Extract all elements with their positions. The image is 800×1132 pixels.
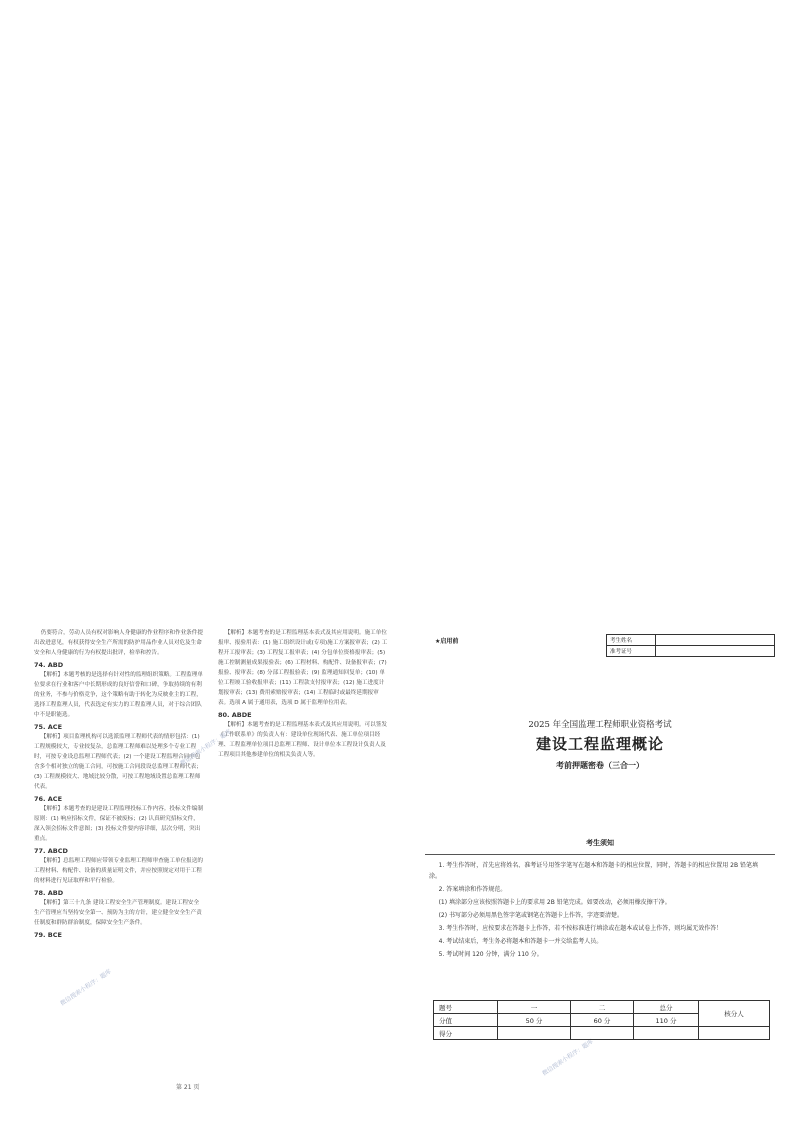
admission-number-field[interactable]	[656, 646, 775, 657]
score-entry-cell[interactable]	[571, 1027, 634, 1040]
score-cell: 110 分	[634, 1014, 699, 1027]
exam-cover-page	[425, 628, 775, 1068]
explanation-text: 【解析】总监理工程师应带领专业监理工程师审查施工单位报送的工程材料、构配件、设备的质量证明文件，并应按照规定对用于工程的材料进行见证取样和平行检验。	[34, 858, 203, 884]
instruction-item: 2. 答案填涂和作答规范。	[438, 886, 507, 893]
explanation-text: 仍要符合，劳动人员有权对影响人身健康的作业程序和作业条件提出改进意见，有权获得安全生产所需的防护用品作业人员对危及生命安全和人身健康的行为有权提出批评，检举和控告。	[34, 630, 203, 656]
score-table-header	[434, 1001, 770, 1014]
watermark: 微信搜索小程序：题库	[541, 1038, 595, 1078]
page-number: 第 21 页	[176, 1084, 200, 1091]
explanation-text: 【解析】第三十九条 建设工程安全生产管理制度。建设工程安全生产管理应当坚持安全第一、预防为主的方针，建立健全安全生产责任制度和群防群治制度，保障安全生产条件。	[34, 900, 202, 926]
candidate-name-field[interactable]	[656, 635, 775, 646]
row-label: 分值	[434, 1014, 498, 1027]
answer-explanation-page	[34, 628, 414, 1098]
explanation-item	[34, 723, 204, 792]
candidate-info-box	[606, 634, 775, 657]
notice-heading: 考生须知	[586, 839, 614, 847]
answer-key: 74. ABD	[34, 661, 64, 669]
paper-title: 考前押题密卷（三合一）	[556, 760, 644, 770]
instruction-item: (2) 书写部分必须用黑色签字笔或钢笔在答题卡上作答，字迹要清楚。	[438, 912, 624, 919]
explanation-column-right	[218, 628, 388, 763]
header-cell: 二	[571, 1001, 634, 1014]
confidential-stamp: ★启用前	[435, 638, 459, 645]
instruction-item: 3. 考生作答时，应按要求在答题卡上作答，若不按标准进行填涂或在题本或试卷上作答，则均属无效作答！	[438, 925, 723, 932]
score-cell: 50 分	[498, 1014, 571, 1027]
explanation-item	[34, 889, 204, 928]
candidate-name-label: 考生姓名	[607, 635, 656, 646]
divider	[425, 854, 775, 855]
watermark: 微信搜索小程序：题库	[179, 728, 233, 768]
instruction-item: (1) 填涂部分应该按照答题卡上的要求用 2B 铅笔完成。如要改动，必须用橡皮擦干净。	[438, 899, 671, 906]
answer-key: 76. ACE	[34, 795, 63, 803]
explanation-item	[34, 628, 204, 658]
admission-number-label: 准考证号	[607, 646, 656, 657]
explanation-item	[34, 847, 204, 886]
answer-key: 75. ACE	[34, 723, 63, 731]
instructions-list	[429, 860, 769, 962]
explanation-column-left	[34, 628, 204, 943]
explanation-text: 【解析】本题考查的是工程监理基本表式及其应用说明。可以签发《工作联系单》的负责人有：建设单位现场代表、施工单位项目经理、工程监理单位项目总监理工程师、设计单位本工程设计负责人及工程项目其他参建单位的相关负责人等。	[218, 722, 387, 758]
explanation-text: 【解析】本题考核的是选择有针对性的监理组织策略。工程监理单位要求在行业和客户中长期形成的良好信誉和口碑，争取持续的有利的业务，不参与价格竞争，这个策略有助于转化为反映业主的工程，选择工程监理人员，代表选定有实力的工程监理人员，对于综合团队中不是职能选。	[34, 672, 203, 718]
row-label: 得分	[434, 1027, 498, 1040]
explanation-item	[34, 661, 204, 720]
answer-key: 79. BCE	[34, 931, 62, 939]
answer-key: 77. ABCD	[34, 847, 68, 855]
header-cell: 总分	[634, 1001, 699, 1014]
exam-title: 2025 年全国监理工程师职业资格考试	[528, 720, 672, 730]
instruction-item: 5. 考试时间 120 分钟，满分 110 分。	[438, 951, 543, 958]
instruction-item: 1. 考生作答时，首先应将姓名、准考证号用签字笔写在题本和答题卡的相应位置，同时，答题卡的相应位置用 2B 铅笔填涂。	[429, 862, 758, 880]
explanation-item	[34, 795, 204, 844]
subject-title: 建设工程监理概论	[535, 735, 664, 753]
explanation-item	[218, 628, 388, 708]
score-table-row	[434, 1027, 770, 1040]
header-cell: 核分人	[699, 1001, 770, 1027]
score-entry-cell[interactable]	[634, 1027, 699, 1040]
header-cell: 题号	[434, 1001, 498, 1014]
header-cell: 一	[498, 1001, 571, 1014]
explanation-item	[34, 931, 204, 940]
explanation-text: 【解析】本题考查的是工程监理基本表式及其应用说明。施工单位报审、报验用表：(1) 施工组织设计或(专项)施工方案报审表；(2) 工程开工报审表；(3) 工程复工报审表；(4) 分包单位资格报审表；(5) 施工控制测量成果报验表；(6) 工程材料、构配件、设备报审表；(7) 报验、报审表；(8) 分部工程报验表；(9) 监理通知回复单；(10) 单位工程竣工验收报审表；(11) 工程款支付报审表；(12) 施工进度计划报审表；(13) 费用索赔报审表；(14) 工程临时或最终延期报审表。选项 A 属于通用表，选项 D 属于监理单位用表。	[218, 630, 388, 706]
explanation-item	[218, 711, 388, 760]
answer-key: 78. ABD	[34, 889, 64, 897]
score-entry-cell[interactable]	[498, 1027, 571, 1040]
score-cell: 60 分	[571, 1014, 634, 1027]
explanation-text: 【解析】本题考查的是建设工程监理投标工作内容。投标文件编制原则：(1) 响应招标文件，保证不被废标；(2) 认真研究招标文件，深入领会招标文件意图；(3) 投标文件要内容详细，层次分明，突出重点。	[34, 806, 203, 842]
score-entry-cell[interactable]	[699, 1027, 770, 1040]
instruction-item: 4. 考试结束后，考生务必将题本和答题卡一并交给监考人员。	[438, 938, 603, 945]
watermark: 微信搜索小程序：题库	[59, 968, 113, 1008]
answer-key: 80. ABDE	[218, 711, 252, 719]
score-table	[433, 1000, 770, 1040]
explanation-text: 【解析】项目监理机构可以选派监理工程师代表的情形包括：(1) 工程规模较大，专业较复杂，总监理工程师难以处理多个专业工程时，可按专业设总监理工程师代表；(2) 一个建设工程监理合同中包含多个相对独立的施工合同，可按施工合同段设总监理工程师代表；(3) 工程规模较大、地域比较分散，可按工程地域设置总监理工程师代表。	[34, 734, 202, 790]
